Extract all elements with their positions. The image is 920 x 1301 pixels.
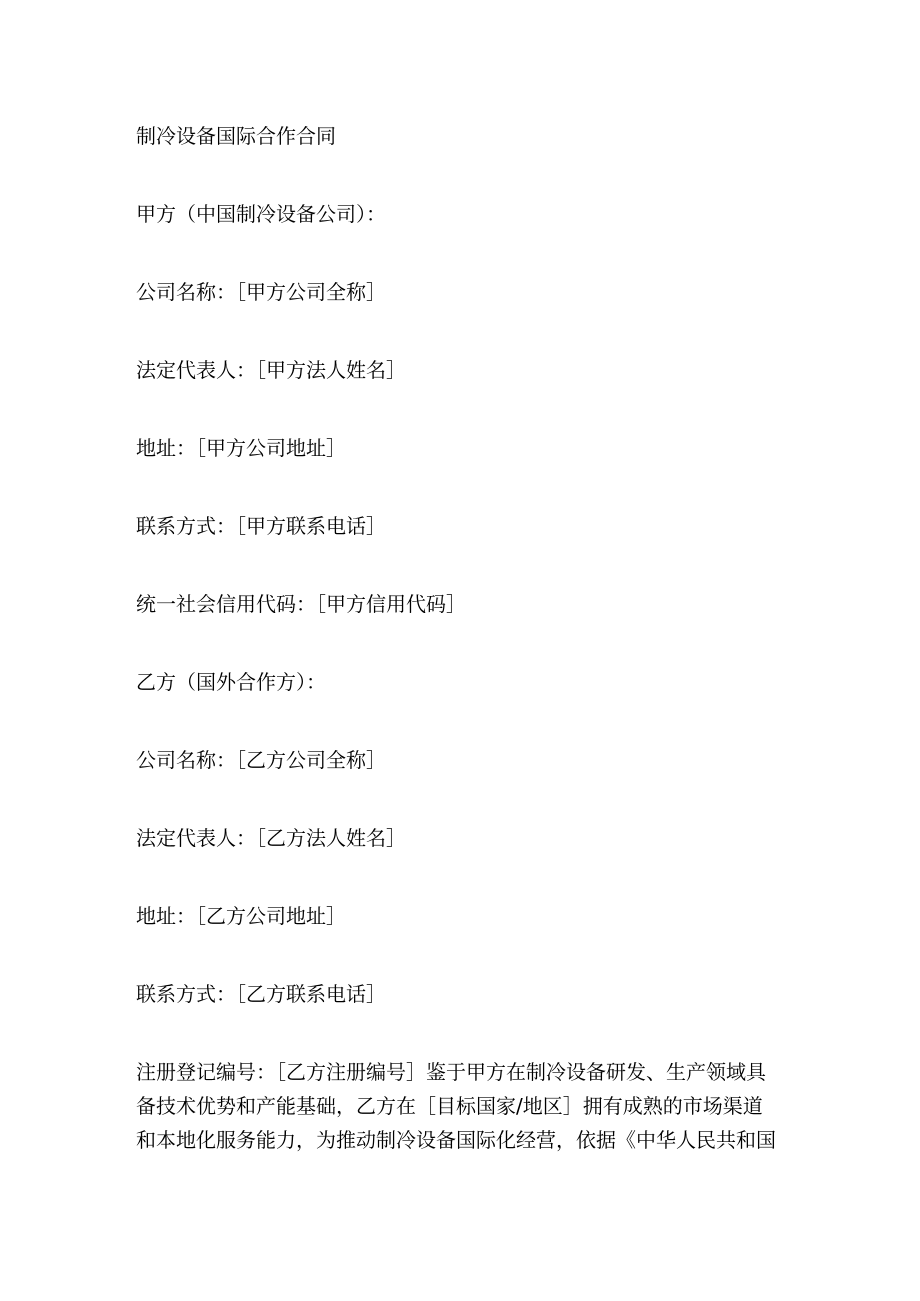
- party-b-company-name: 公司名称：［乙方公司全称］: [136, 748, 386, 772]
- party-a-contact: 联系方式：［甲方联系电话］: [136, 514, 386, 538]
- document-title: 制冷设备国际合作合同: [136, 124, 336, 148]
- party-a-legal-rep: 法定代表人：［甲方法人姓名］: [136, 358, 406, 382]
- party-a-heading: 甲方（中国制冷设备公司）：: [136, 202, 386, 226]
- party-b-address: 地址：［乙方公司地址］: [136, 904, 346, 928]
- party-b-legal-rep: 法定代表人：［乙方法人姓名］: [136, 826, 406, 850]
- party-a-company-name: 公司名称：［甲方公司全称］: [136, 280, 386, 304]
- party-a-credit-code: 统一社会信用代码：［甲方信用代码］: [136, 592, 466, 616]
- preamble-line: 注册登记编号：［乙方注册编号］鉴于甲方在制冷设备研发、生产领域具: [136, 1060, 766, 1084]
- preamble-line: 和本地化服务能力，为推动制冷设备国际化经营，依据《中华人民共和国: [136, 1128, 776, 1152]
- party-a-address: 地址：［甲方公司地址］: [136, 436, 346, 460]
- preamble-paragraph: [136, 1055, 786, 1157]
- preamble-line: 备技术优势和产能基础，乙方在［目标国家/地区］拥有成熟的市场渠道: [136, 1094, 763, 1118]
- party-b-heading: 乙方（国外合作方）：: [136, 670, 326, 694]
- document-body: [136, 119, 786, 1157]
- party-b-contact: 联系方式：［乙方联系电话］: [136, 982, 386, 1006]
